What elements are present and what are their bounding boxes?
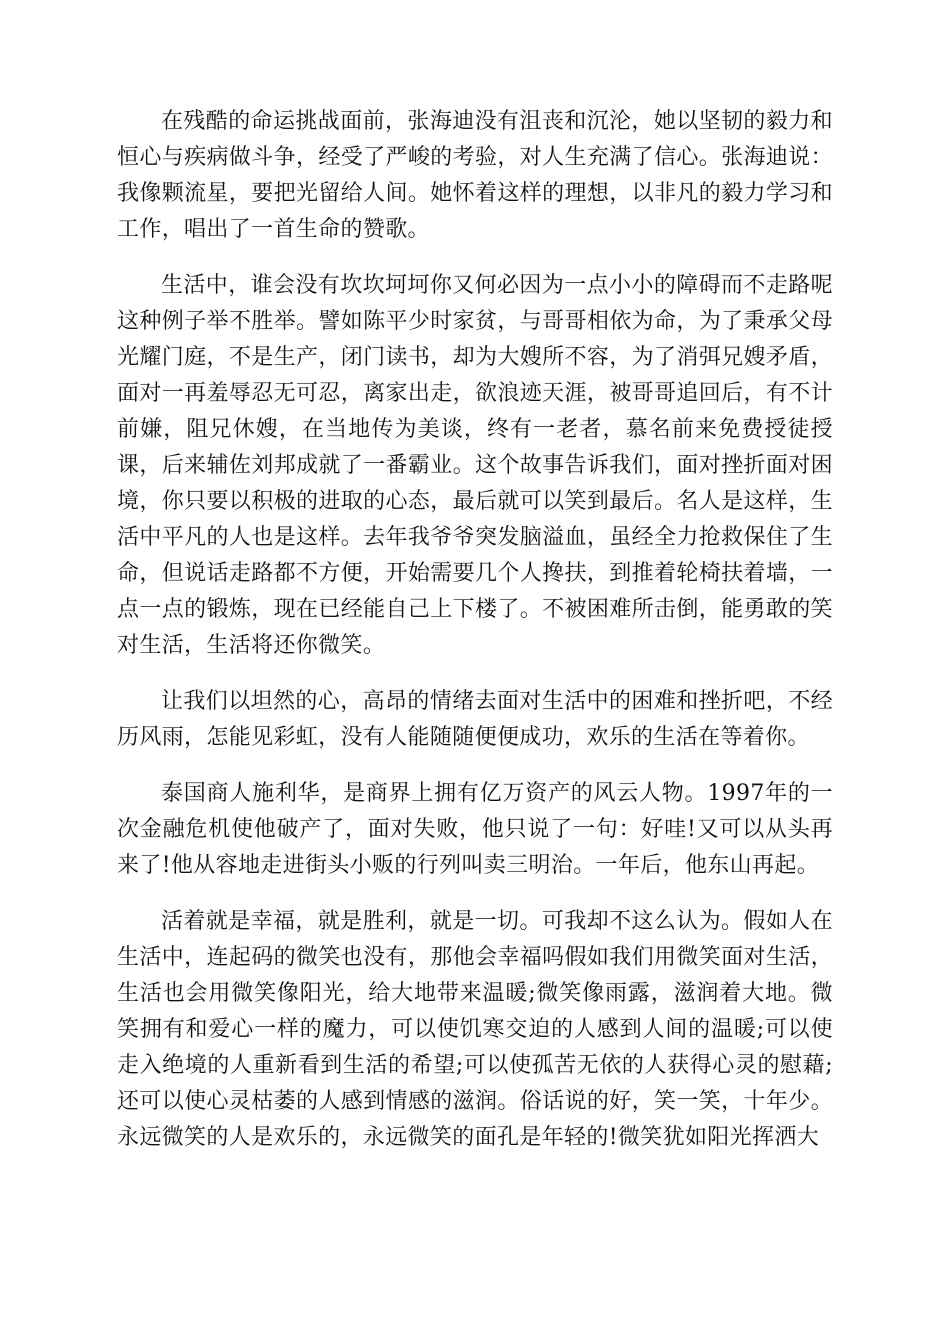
paragraph-smile: 活着就是幸福，就是胜利，就是一切。可我却不这么认为。假如人在生活中，连起码的微笑也没有，那他会幸福吗假如我们用微笑面对生活，生活也会用微笑像阳光，给大地带来温暖;微笑像雨露，滋润着大地。微笑拥有和爱心一样的魔力，可以使饥寒交迫的人感到人间的温暖;可以使走入绝境的人重新看到生活的希望;可以使孤苦无依的人获得心灵的慰藉;还可以使心灵枯萎的人感到情感的滋润。俗话说的好，笑一笑，十年少。永远微笑的人是欢乐的，永远微笑的面孔是年轻的!微笑犹如阳光挥洒大 [117,909,833,1150]
paragraph-zhang-haidi: 在残酷的命运挑战面前，张海迪没有沮丧和沉沦，她以坚韧的毅力和恒心与疾病做斗争，经受了严峻的考验，对人生充满了信心。张海迪说：我像颗流星，要把光留给人间。她怀着这样的理想，以非凡的毅力学习和工作，唱出了一首生命的赞歌。 [117,109,833,242]
paragraph-face-difficulties: 让我们以坦然的心，高昂的情绪去面对生活中的困难和挫折吧，不经历风雨，怎能见彩虹，没有人能随随便便成功，欢乐的生活在等着你。 [117,689,833,750]
paragraph-chen-ping: 生活中，谁会没有坎坎坷坷你又何必因为一点小小的障碍而不走路呢这种例子举不胜举。譬如陈平少时家贫，与哥哥相依为命，为了秉承父母光耀门庭，不是生产，闭门读书，却为大嫂所不容，为了消弭兄嫂矛盾，面对一再羞辱忍无可忍，离家出走，欲浪迹天涯，被哥哥追回后，有不计前嫌，阻兄休嫂，在当地传为美谈，终有一老者，慕名前来免费授徒授课，后来辅佐刘邦成就了一番霸业。这个故事告诉我们，面对挫折面对困境，你只要以积极的进取的心态，最后就可以笑到最后。名人是这样，生活中平凡的人也是这样。去年我爷爷突发脑溢血，虽经全力抢救保住了生命，但说话走路都不方便，开始需要几个人搀扶，到推着轮椅扶着墙，一点一点的锻炼，现在已经能自己上下楼了。不被困难所击倒，能勇敢的笑对生活，生活将还你微笑。 [117,273,833,658]
document-page [117,104,833,1176]
paragraph-thai-businessman: 泰国商人施利华，是商界上拥有亿万资产的风云人物。1997年的一次金融危机使他破产了，面对失败，他只说了一句：好哇!又可以从头再来了!他从容地走进街头小贩的行列叫卖三明治。一年后，他东山再起。 [117,781,833,878]
